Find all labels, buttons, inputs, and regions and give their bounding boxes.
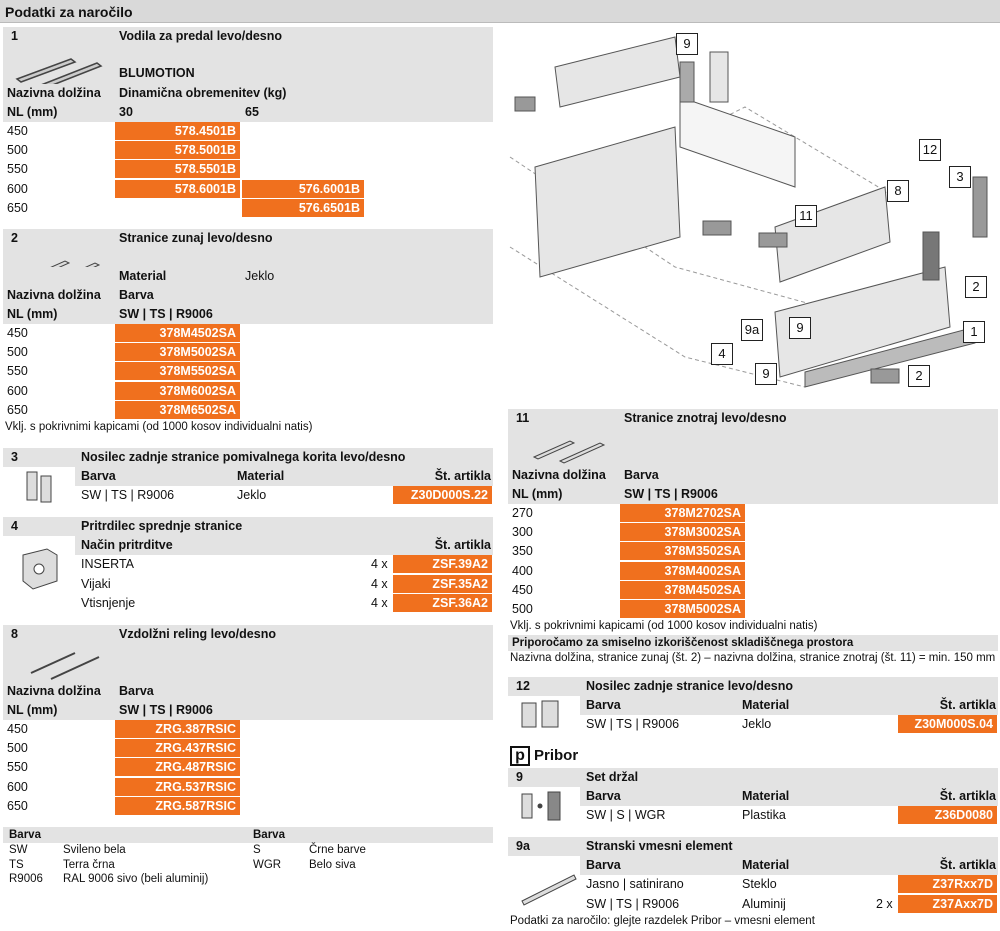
- quantity: 4 x: [371, 576, 388, 591]
- section-number: 8: [11, 627, 18, 641]
- table-row: [3, 401, 493, 420]
- table-row: [3, 141, 493, 160]
- material-label: Material: [119, 269, 167, 283]
- color-label: Barva: [119, 288, 154, 302]
- section-number: 11: [516, 411, 530, 425]
- section-title: Pritrdilec sprednje stranice: [81, 519, 243, 533]
- article-label: Št. artikla: [939, 789, 996, 803]
- article-label: Št. artikla: [434, 469, 491, 483]
- color-legend: [3, 827, 493, 887]
- article-code: 378M4502SA: [115, 324, 241, 343]
- article-code: 378M3002SA: [620, 523, 746, 542]
- table-row: [508, 523, 998, 542]
- color-codes: SW | TS | R9006: [586, 717, 680, 731]
- article-code: 578.5001B: [115, 141, 241, 160]
- nl-value: 500: [7, 345, 28, 360]
- legend-header: Barva: [253, 829, 285, 841]
- section-note: Vklj. s pokrivnimi kapicami (od 1000 kosov individualni natis): [5, 421, 313, 433]
- nl-value: 350: [512, 544, 533, 559]
- color-codes: Jasno | satinirano: [586, 877, 684, 891]
- table-row: [75, 575, 493, 594]
- material-label: Material: [237, 469, 285, 483]
- section-number: 2: [11, 231, 18, 245]
- nl-value: 450: [512, 582, 533, 597]
- diagram-callout: 11: [795, 205, 817, 227]
- front-fixing-icon: [17, 545, 67, 595]
- fixing-method: Vtisnjenje: [81, 596, 136, 610]
- table-row: [3, 199, 493, 218]
- article-code: Z37Axx7D: [898, 895, 998, 914]
- article-code: 378M6002SA: [115, 382, 241, 401]
- table-row: [3, 720, 493, 739]
- article-code: 378M4002SA: [620, 562, 746, 581]
- section-title: Vodila za predal levo/desno: [119, 29, 283, 43]
- article-label: Št. artikla: [939, 698, 996, 712]
- table-row: [3, 343, 493, 362]
- material-value: Aluminij: [742, 896, 786, 911]
- table-row: [508, 542, 998, 561]
- article-code: 378M4502SA: [620, 581, 746, 600]
- legend-key: R9006: [9, 873, 43, 885]
- legend-key: WGR: [253, 858, 282, 871]
- article-code: ZSF.36A2: [393, 594, 493, 613]
- load-65-label: 65: [245, 105, 259, 119]
- nl-value: 650: [7, 200, 28, 215]
- diagram-callout: 9: [789, 317, 811, 339]
- nl-value: 600: [7, 383, 28, 398]
- section-title: Stranice zunaj levo/desno: [119, 231, 273, 245]
- legend-value: Belo siva: [309, 858, 356, 871]
- table-row: [3, 797, 493, 816]
- material-value: Jeklo: [742, 717, 772, 731]
- material-value: Jeklo: [245, 269, 275, 283]
- section-3: [3, 448, 493, 506]
- diagram-callout: 8: [887, 180, 909, 202]
- nl-value: 450: [7, 124, 28, 138]
- article-code: ZRG.437RSIC: [115, 739, 241, 758]
- table-row: [3, 739, 493, 758]
- table-row: [3, 362, 493, 381]
- article-code: ZRG.537RSIC: [115, 778, 241, 797]
- article-code: Z30M000S.04: [898, 715, 998, 734]
- col-length-label: Nazivna dolžina: [7, 684, 101, 698]
- table-row: [508, 562, 998, 581]
- divider-element-icon: [518, 861, 580, 911]
- table-row: [508, 504, 998, 523]
- section-number: 4: [11, 519, 18, 533]
- material-label: Material: [742, 698, 790, 712]
- exploded-diagram: [505, 27, 998, 397]
- nl-value: 270: [512, 506, 533, 520]
- nl-value: 450: [7, 326, 28, 340]
- section-note: Vklj. s pokrivnimi kapicami (od 1000 kosov individualni natis): [510, 620, 818, 632]
- section-number: 12: [516, 679, 530, 693]
- article-code: 378M6502SA: [115, 401, 241, 420]
- nl-value: 500: [7, 143, 28, 158]
- article-code: 378M5002SA: [115, 343, 241, 362]
- table-row: [508, 600, 998, 619]
- section-title: Nosilec zadnje stranice pomivalnega korita levo/desno: [81, 450, 406, 464]
- article-code: 578.5501B: [115, 160, 241, 179]
- fixing-method: Vijaki: [81, 576, 111, 591]
- accessories-title: Pribor: [534, 747, 579, 764]
- section-number: 1: [11, 29, 18, 43]
- table-row: [75, 555, 493, 574]
- legend-row: [3, 872, 493, 886]
- article-code: 576.6001B: [241, 180, 365, 199]
- legend-key: S: [253, 844, 261, 856]
- color-codes: SW | TS | R9006: [586, 896, 680, 911]
- legend-value: RAL 9006 sivo (beli aluminij): [63, 873, 209, 885]
- nl-value: 450: [7, 722, 28, 736]
- color-codes: SW | TS | R9006: [624, 487, 718, 501]
- table-row: [75, 594, 493, 613]
- page-title: Podatki za naročilo: [0, 0, 1000, 23]
- color-label: Barva: [586, 789, 621, 803]
- article-code: 378M2702SA: [620, 504, 746, 523]
- col-length-label: Nazivna dolžina: [512, 468, 606, 482]
- section-number: 9: [516, 770, 523, 784]
- col-length-label: Nazivna dolžina: [7, 86, 101, 100]
- recommendation-text: Nazivna dolžina, stranice zunaj (št. 2) – nazivna dolžina, stranice znotraj (št. 11) = min. 150 mm: [510, 652, 996, 664]
- diagram-callout: 9a: [741, 319, 763, 341]
- load-30-label: 30: [119, 105, 133, 119]
- color-label: Barva: [119, 684, 154, 698]
- quantity: 4 x: [371, 557, 388, 571]
- diagram-callout: 9: [676, 33, 698, 55]
- table-row: [3, 758, 493, 777]
- color-codes: SW | S | WGR: [586, 808, 666, 822]
- quantity: 4 x: [371, 596, 388, 610]
- color-label: Barva: [81, 469, 116, 483]
- article-code: 578.6001B: [115, 180, 241, 199]
- article-code: ZRG.587RSIC: [115, 797, 241, 816]
- nl-value: 500: [512, 602, 533, 616]
- table-row: [3, 122, 493, 141]
- section-number: 9a: [516, 839, 530, 853]
- color-label: Barva: [624, 468, 659, 482]
- table-row: [580, 875, 998, 894]
- recommendation-title: Priporočamo za smiselno izkoriščenost skladiščnega prostora: [512, 637, 854, 649]
- nl-value: 600: [7, 181, 28, 196]
- diagram-callout: 12: [919, 139, 941, 161]
- nl-value: 650: [7, 798, 28, 813]
- fixing-method-label: Način pritrditve: [81, 538, 173, 552]
- table-row: [3, 778, 493, 797]
- table-row: [508, 581, 998, 600]
- legend-key: TS: [9, 858, 24, 871]
- table-row: [3, 382, 493, 401]
- section-title: Vzdolžni reling levo/desno: [119, 627, 276, 641]
- legend-row: [3, 858, 493, 872]
- article-label: Št. artikla: [939, 858, 996, 872]
- article-code: 578.4501B: [115, 122, 241, 141]
- nl-label: NL (mm): [512, 487, 563, 501]
- section-9a: [508, 837, 998, 931]
- material-label: Material: [742, 858, 790, 872]
- diagram-callout: 3: [949, 166, 971, 188]
- accessories-header: [508, 745, 998, 767]
- section-4: [3, 517, 493, 615]
- table-row: [3, 324, 493, 343]
- table-row: [3, 160, 493, 179]
- section-8: [3, 625, 493, 817]
- section-2: [3, 229, 493, 439]
- article-code: Z30D000S.22: [393, 486, 493, 505]
- legend-header: Barva: [9, 829, 41, 841]
- material-value: Plastika: [742, 808, 786, 822]
- section-subtitle: BLUMOTION: [119, 66, 195, 80]
- section-title: Stranski vmesni element: [586, 839, 733, 853]
- diagram-callout: 2: [908, 365, 930, 387]
- article-code: ZRG.387RSIC: [115, 720, 241, 739]
- nl-value: 400: [512, 563, 533, 578]
- drawer-exploded-view: [505, 27, 998, 397]
- color-codes: SW | TS | R9006: [119, 703, 213, 717]
- nl-label: NL (mm): [7, 307, 58, 321]
- legend-key: SW: [9, 844, 28, 856]
- diagram-callout: 1: [963, 321, 985, 343]
- nl-value: 500: [7, 741, 28, 756]
- diagram-callout: 4: [711, 343, 733, 365]
- section-12: [508, 677, 998, 735]
- article-code: 378M5002SA: [620, 600, 746, 619]
- section-note: Podatki za naročilo: glejte razdelek Pribor – vmesni element: [510, 915, 815, 927]
- rear-bracket-icon: [518, 697, 568, 733]
- article-code: 378M5502SA: [115, 362, 241, 381]
- nl-value: 550: [7, 760, 28, 775]
- inner-side-icon: [530, 427, 610, 467]
- handle-set-icon: [518, 788, 568, 824]
- table-row: [580, 895, 998, 914]
- article-code: ZSF.35A2: [393, 575, 493, 594]
- article-code: Z37Rxx7D: [898, 875, 998, 894]
- nl-label: NL (mm): [7, 105, 58, 119]
- legend-value: Terra črna: [63, 858, 115, 871]
- section-number: 3: [11, 450, 18, 464]
- color-label: Barva: [586, 698, 621, 712]
- nl-value: 600: [7, 779, 28, 794]
- article-code: ZSF.39A2: [393, 555, 493, 574]
- nl-value: 550: [7, 364, 28, 379]
- material-value: Steklo: [742, 877, 777, 891]
- p-icon: p: [510, 746, 530, 766]
- color-codes: SW | TS | R9006: [119, 307, 213, 321]
- col-load-label: Dinamična obremenitev (kg): [119, 86, 287, 100]
- nl-value: 550: [7, 162, 28, 177]
- article-code: ZRG.487RSIC: [115, 758, 241, 777]
- section-11: [508, 409, 998, 667]
- legend-row: [3, 843, 493, 857]
- article-label: Št. artikla: [434, 538, 491, 552]
- color-codes: SW | TS | R9006: [81, 488, 175, 502]
- legend-value: Črne barve: [309, 844, 366, 856]
- section-title: Stranice znotraj levo/desno: [624, 411, 787, 425]
- material-value: Jeklo: [237, 488, 267, 502]
- section-9: [508, 768, 998, 826]
- nl-label: NL (mm): [7, 703, 58, 717]
- section-title: Nosilec zadnje stranice levo/desno: [586, 679, 794, 693]
- material-label: Material: [742, 789, 790, 803]
- table-row: [3, 180, 493, 199]
- article-code: Z36D0080: [898, 806, 998, 825]
- color-label: Barva: [586, 858, 621, 872]
- nl-value: 300: [512, 525, 533, 540]
- diagram-callout: 2: [965, 276, 987, 298]
- quantity: 2 x: [876, 896, 893, 911]
- article-code: 576.6501B: [241, 199, 365, 218]
- bracket-icon: [23, 468, 57, 504]
- nl-value: 650: [7, 402, 28, 417]
- rail-icon: [25, 645, 105, 683]
- diagram-callout: 9: [755, 363, 777, 385]
- legend-value: Svileno bela: [63, 844, 126, 856]
- section-1: [3, 27, 493, 219]
- fixing-method: INSERTA: [81, 557, 135, 571]
- section-title: Set držal: [586, 770, 639, 784]
- col-length-label: Nazivna dolžina: [7, 288, 101, 302]
- article-code: 378M3502SA: [620, 542, 746, 561]
